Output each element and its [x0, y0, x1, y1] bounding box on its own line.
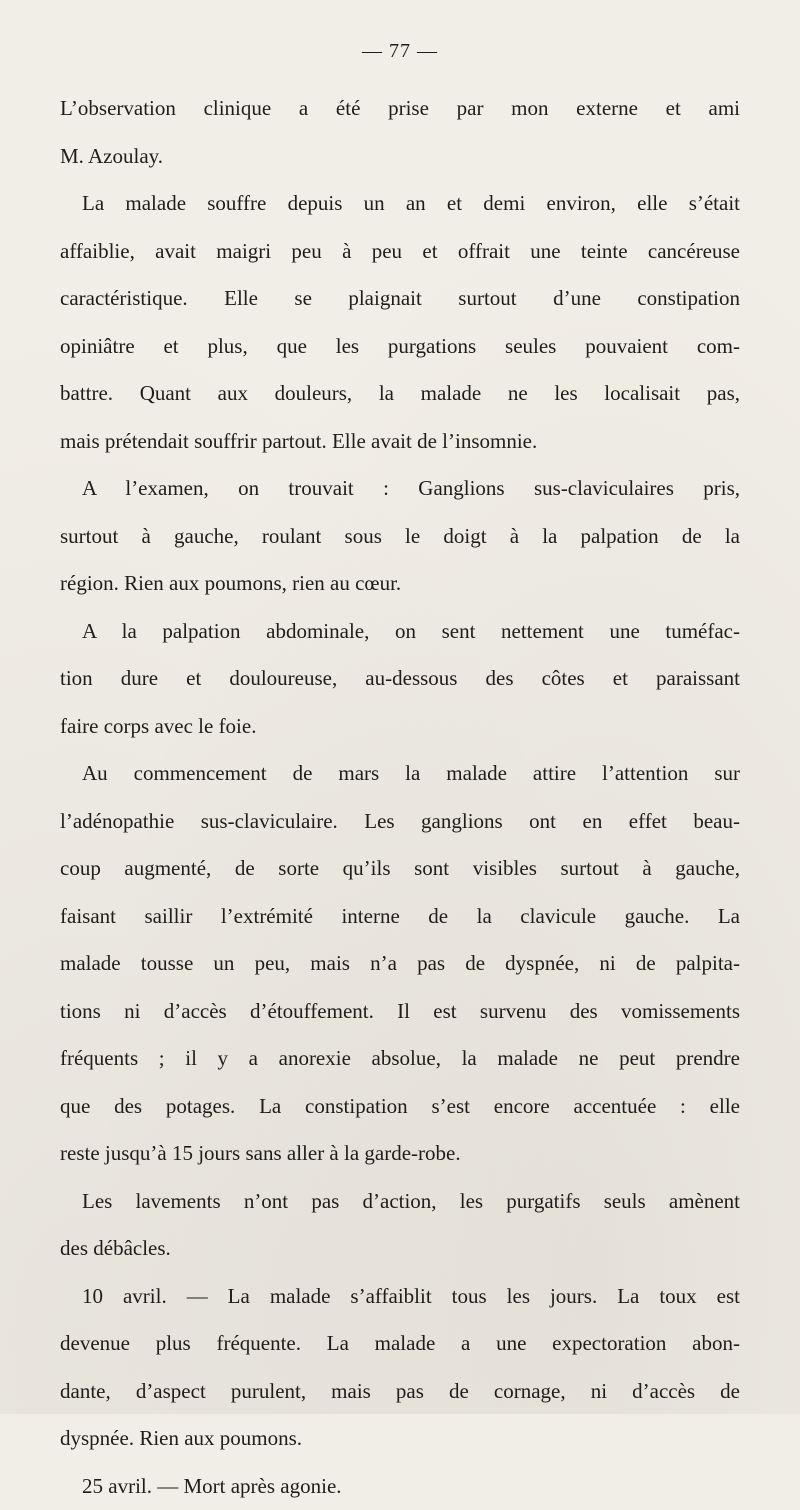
- text-line: La malade souffre depuis un an et demi environ, elle s’était: [60, 180, 740, 228]
- text-line: A l’examen, on trouvait : Ganglions sus-claviculaires pris,: [60, 465, 740, 513]
- text-line: reste jusqu’à 15 jours sans aller à la garde-robe.: [60, 1130, 740, 1178]
- text-line: Au commencement de mars la malade attire l’attention sur: [60, 750, 740, 798]
- text-line: faisant saillir l’extrémité interne de la clavicule gauche. La: [60, 893, 740, 941]
- text-line: l’adénopathie sus-claviculaire. Les ganglions ont en effet beau-: [60, 798, 740, 846]
- text-line: devenue plus fréquente. La malade a une expectoration abon-: [60, 1320, 740, 1368]
- text-line: faire corps avec le foie.: [60, 703, 740, 751]
- text-line: opiniâtre et plus, que les purgations seules pouvaient com-: [60, 323, 740, 371]
- text-line: M. Azoulay.: [60, 133, 740, 181]
- text-line: coup augmenté, de sorte qu’ils sont visibles surtout à gauche,: [60, 845, 740, 893]
- body-text: [60, 85, 740, 1510]
- page-number: — 77 —: [0, 40, 800, 63]
- text-line: dyspnée. Rien aux poumons.: [60, 1415, 740, 1463]
- text-line: surtout à gauche, roulant sous le doigt à la palpation de la: [60, 513, 740, 561]
- text-line: 10 avril. — La malade s’affaiblit tous les jours. La toux est: [60, 1273, 740, 1321]
- text-line: A la palpation abdominale, on sent nettement une tuméfac-: [60, 608, 740, 656]
- text-line: 25 avril. — Mort après agonie.: [60, 1463, 740, 1510]
- text-line: Les lavements n’ont pas d’action, les purgatifs seuls amènent: [60, 1178, 740, 1226]
- text-line: battre. Quant aux douleurs, la malade ne les localisait pas,: [60, 370, 740, 418]
- text-line: affaiblie, avait maigri peu à peu et offrait une teinte cancéreuse: [60, 228, 740, 276]
- text-line: mais prétendait souffrir partout. Elle avait de l’insomnie.: [60, 418, 740, 466]
- text-line: L’observation clinique a été prise par mon externe et ami: [60, 85, 740, 133]
- text-line: région. Rien aux poumons, rien au cœur.: [60, 560, 740, 608]
- text-line: que des potages. La constipation s’est encore accentuée : elle: [60, 1083, 740, 1131]
- text-line: malade tousse un peu, mais n’a pas de dyspnée, ni de palpita-: [60, 940, 740, 988]
- text-line: dante, d’aspect purulent, mais pas de cornage, ni d’accès de: [60, 1368, 740, 1416]
- text-line: des débâcles.: [60, 1225, 740, 1273]
- text-line: tion dure et douloureuse, au-dessous des côtes et paraissant: [60, 655, 740, 703]
- text-line: tions ni d’accès d’étouffement. Il est survenu des vomissements: [60, 988, 740, 1036]
- text-line: caractéristique. Elle se plaignait surtout d’une constipation: [60, 275, 740, 323]
- text-line: fréquents ; il y a anorexie absolue, la malade ne peut prendre: [60, 1035, 740, 1083]
